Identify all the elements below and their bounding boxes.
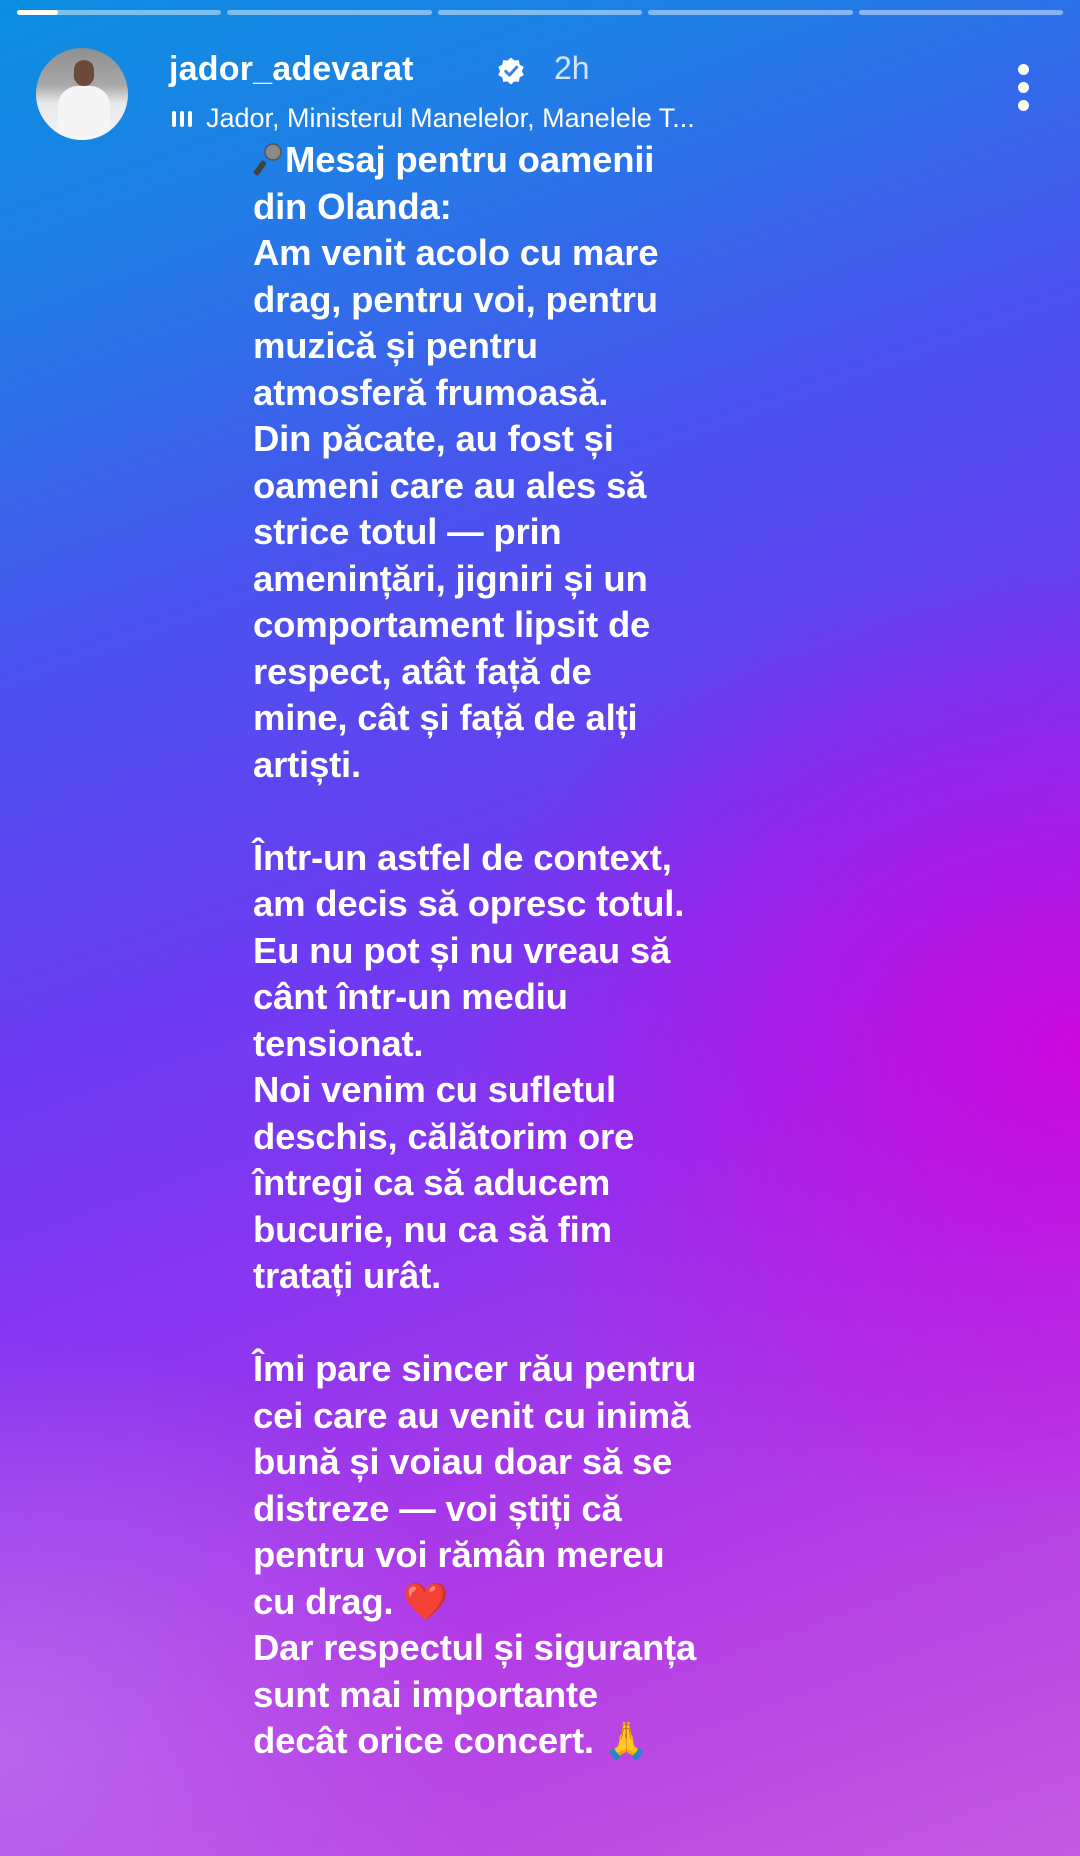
story-line: am decis să opresc totul. — [253, 883, 685, 924]
story-line: cu drag. ❤️ — [253, 1580, 449, 1622]
story-line: din Olanda: — [253, 185, 452, 227]
story-progress-bar — [17, 10, 1063, 15]
story-line: Din păcate, au fost și — [253, 418, 614, 459]
story-line: bună și voiau doar să se — [253, 1441, 673, 1482]
story-line: pentru voi rămân mereu — [253, 1534, 665, 1575]
story-line: respect, atât față de — [253, 650, 592, 692]
story-line: întregi ca să aducem — [253, 1162, 611, 1203]
story-line: bucurie, nu ca să fim — [253, 1208, 612, 1250]
story-line: distreze — voi știți că — [253, 1487, 622, 1529]
story-line: Într-un astfel de context, — [253, 836, 672, 878]
story-line — [253, 788, 813, 835]
story-line: tratați urât. — [253, 1255, 442, 1296]
story-line: muzică și pentru — [253, 325, 538, 366]
story-header — [36, 48, 1080, 140]
story-line: Dar respectul și siguranța — [253, 1627, 697, 1668]
story-line: artiști. — [253, 743, 361, 785]
story-line: amenințări, jigniri și un — [253, 557, 648, 599]
progress-segment-2 — [227, 10, 431, 15]
progress-segment-5 — [859, 10, 1063, 15]
more-options-button[interactable] — [1018, 64, 1030, 111]
post-time: 2h — [554, 50, 590, 86]
story-line: Noi venim cu sufletul — [253, 1069, 616, 1110]
story-line: mine, cât și față de alți — [253, 697, 638, 738]
music-bars-icon — [172, 111, 192, 127]
story-line: sunt mai importante — [253, 1673, 599, 1715]
verified-badge-icon — [496, 56, 526, 86]
story-text — [253, 137, 813, 1765]
story-line: cei care au venit cu inimă — [253, 1394, 691, 1436]
music-title: Jador, Ministerul Manelelor, Manelele T... — [206, 103, 695, 133]
username[interactable]: jador_adevarat — [169, 50, 414, 88]
story-line: deschis, călătorim ore — [253, 1115, 635, 1157]
story-line: atmosferă frumoasă. — [253, 371, 609, 413]
progress-segment-1 — [17, 10, 221, 15]
story-line: Îmi pare sincer rău pentru — [253, 1348, 697, 1389]
story-line: cânt într-un mediu — [253, 976, 568, 1017]
story-line: Mesaj pentru oamenii — [253, 137, 813, 184]
music-attribution[interactable] — [172, 103, 695, 134]
story-line: strice totul — prin — [253, 511, 562, 552]
story-line: tensionat. — [253, 1022, 424, 1064]
story-line: drag, pentru voi, pentru — [253, 278, 658, 320]
progress-segment-3 — [438, 10, 642, 15]
story-line: decât orice concert. 🙏 — [253, 1720, 650, 1761]
story-line: comportament lipsit de — [253, 604, 651, 645]
microphone-icon — [253, 141, 283, 175]
more-vertical-icon — [1018, 64, 1029, 75]
avatar[interactable] — [36, 48, 128, 140]
story-line — [253, 1300, 813, 1347]
story-line: Eu nu pot și nu vreau să — [253, 929, 671, 971]
progress-segment-4 — [648, 10, 852, 15]
story-line: Am venit acolo cu mare — [253, 232, 659, 273]
story-line: oameni care au ales să — [253, 464, 647, 506]
